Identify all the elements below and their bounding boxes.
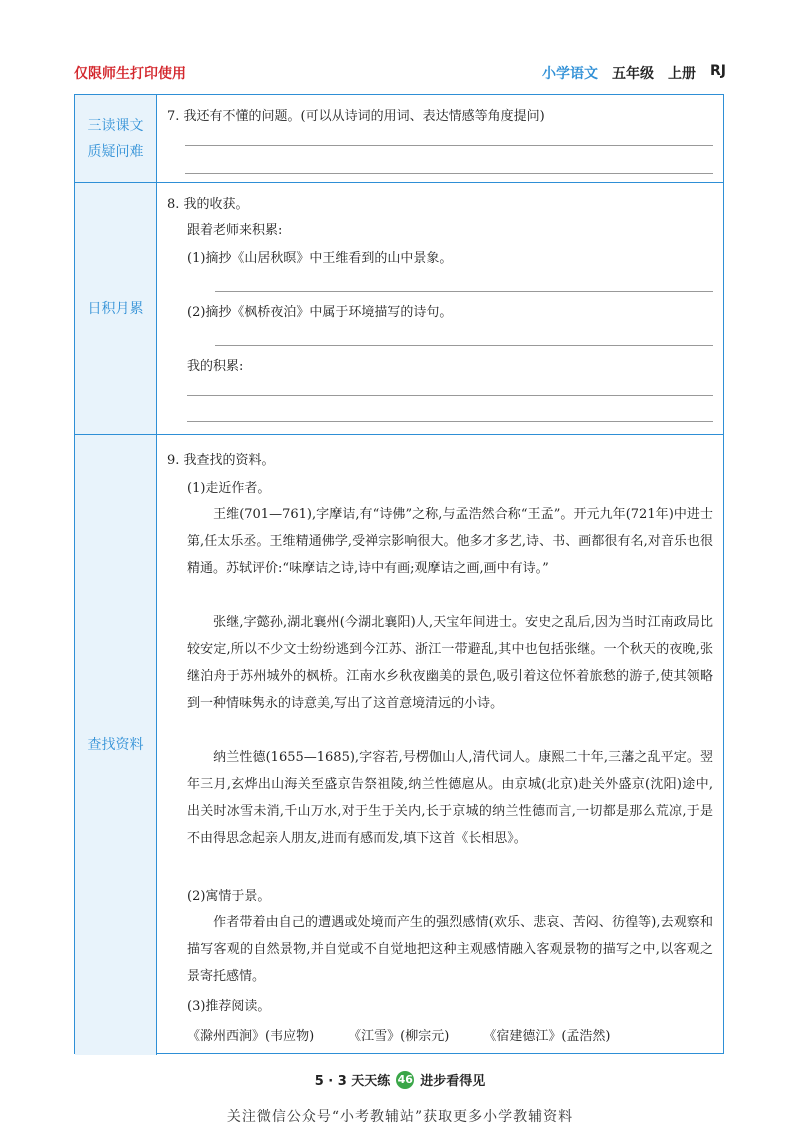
paragraph-nalan: 纳兰性德(1655—1685),字容若,号楞伽山人,清代词人。康熙二十年,三藩之乱平定。翌年三月,玄烨出山海关至盛京告祭祖陵,纳兰性德扈从。由京城(北京)赴关外盛京(沈阳)途中,出关时冰雪未消,千山万水,对于生于关内,长于京城的纳兰性德而言,一切都是那么荒凉,于是不由得思念起亲人朋友,进而有感而发,填下这首《长相思》。 <box>187 750 713 846</box>
answer-line[interactable] <box>215 345 713 346</box>
page-number-badge: 46 <box>396 1071 414 1089</box>
answer-line[interactable] <box>187 395 713 396</box>
watermark-text: 关注微信公众号“小考教辅站”获取更多小学教辅资料 <box>226 1109 574 1125</box>
slogan: 进步看得见 <box>420 1074 486 1089</box>
section-label-questions <box>75 95 157 182</box>
subject-label: 小学语文 <box>542 66 598 82</box>
answer-line[interactable] <box>215 291 713 292</box>
paragraph-scenery: 作者带着由自己的遭遇或处境而产生的强烈感情(欢乐、悲哀、苦闷、彷徨等),去观察和描写客观的自然景物,并自觉或不自觉地把这种主观感情融入客观景物的描写之中,以客观之景寄托感情。 <box>187 915 713 984</box>
edition-label: RJ <box>710 63 726 79</box>
reading-item: 《江雪》(柳宗元) <box>348 1029 450 1044</box>
paragraph-wangwei: 王维(701—761),字摩诘,有“诗佛”之称,与孟浩然合称“王孟”。开元九年(721年)中进士第,任太乐丞。王维精通佛学,受禅宗影响很大。他多才多艺,诗、书、画都很有名,对音乐也很精通。苏轼评价:“味摩诘之诗,诗中有画;观摩诘之画,画中有诗。” <box>187 507 713 576</box>
follow-teacher: 跟着老师来积累: <box>187 223 283 238</box>
subheading-reading: (3)推荐阅读。 <box>187 999 271 1014</box>
volume-label: 上册 <box>668 66 696 82</box>
recommended-reading-list <box>187 1025 610 1044</box>
copy-item-1: (1)摘抄《山居秋暝》中王维看到的山中景象。 <box>187 251 453 266</box>
question-9: 9. 我查找的资料。 <box>167 453 275 468</box>
grade-label: 五年级 <box>612 66 654 82</box>
question-7: 7. 我还有不懂的问题。(可以从诗词的用词、表达情感等角度提问) <box>167 109 545 124</box>
row-questions <box>75 95 723 183</box>
series-name: 5 · 3 天天练 <box>314 1074 391 1089</box>
subheading-author: (1)走近作者。 <box>187 481 271 496</box>
print-notice: 仅限师生打印使用 <box>74 66 186 82</box>
label-line-1: 三读课文 <box>87 117 144 134</box>
book-info <box>542 63 726 83</box>
subheading-scenery: (2)寓情于景。 <box>187 889 271 904</box>
answer-line[interactable] <box>185 145 713 146</box>
question-8: 8. 我的收获。 <box>167 197 249 212</box>
section-label-research: 查找资料 <box>75 435 157 1055</box>
reading-item: 《宿建德江》(孟浩然) <box>483 1029 611 1044</box>
reading-item: 《滁州西涧》(韦应物) <box>187 1029 315 1044</box>
label-line-2: 质疑问难 <box>87 143 144 160</box>
copy-item-2: (2)摘抄《枫桥夜泊》中属于环境描写的诗句。 <box>187 305 453 320</box>
page-header <box>74 58 726 88</box>
paragraph-zhangji: 张继,字懿孙,湖北襄州(今湖北襄阳)人,天宝年间进士。安史之乱后,因为当时江南政局比较安定,所以不少文士纷纷逃到今江苏、浙江一带避乱,其中也包括张继。一个秋天的夜晚,张继泊舟于苏州城外的枫桥。江南水乡秋夜幽美的景色,吸引着这位怀着旅愁的游子,使其领略到一种情味隽永的诗意美,写出了这首意境清远的小诗。 <box>187 615 713 711</box>
my-accumulation: 我的积累: <box>187 359 244 374</box>
row-research <box>75 435 723 1055</box>
section-label-accumulate: 日积月累 <box>75 183 157 434</box>
page-footer <box>0 1070 800 1089</box>
row-accumulate <box>75 183 723 435</box>
worksheet-table <box>74 94 724 1054</box>
answer-line[interactable] <box>187 421 713 422</box>
answer-line[interactable] <box>185 173 713 174</box>
